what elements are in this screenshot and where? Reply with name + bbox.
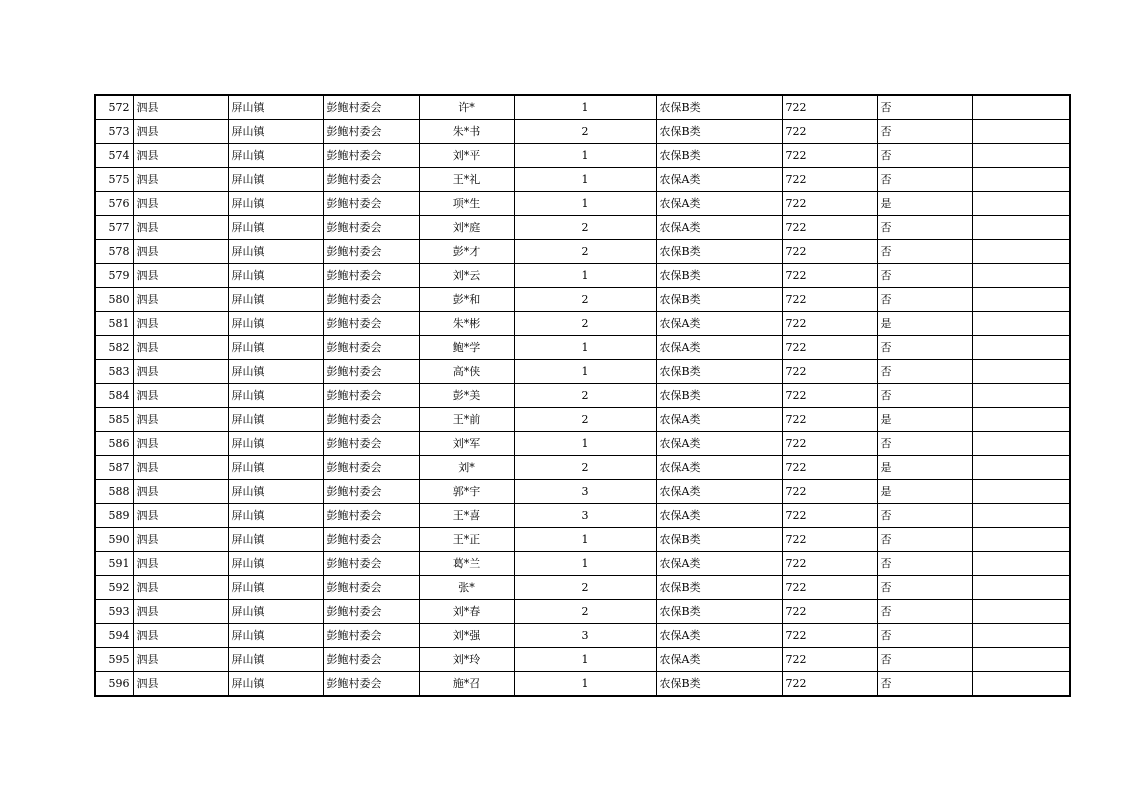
- cell-remark: [972, 312, 1070, 336]
- table-row: [95, 408, 1070, 432]
- cell-village: 彭鲍村委会: [323, 648, 419, 672]
- cell-name: 彭*和: [419, 288, 514, 312]
- cell-flag: 否: [877, 216, 972, 240]
- cell-amount: 722: [782, 648, 877, 672]
- cell-type: 农保A类: [656, 168, 782, 192]
- cell-row-number: 595: [95, 648, 133, 672]
- cell-amount: 722: [782, 576, 877, 600]
- cell-flag: 否: [877, 240, 972, 264]
- cell-village: 彭鲍村委会: [323, 120, 419, 144]
- table-row: [95, 624, 1070, 648]
- cell-type: 农保A类: [656, 336, 782, 360]
- table-row: [95, 576, 1070, 600]
- cell-remark: [972, 648, 1070, 672]
- cell-name: 朱*彬: [419, 312, 514, 336]
- cell-flag: 否: [877, 336, 972, 360]
- cell-row-number: 596: [95, 672, 133, 697]
- cell-row-number: 585: [95, 408, 133, 432]
- cell-count: 1: [514, 528, 656, 552]
- cell-county: 泗县: [133, 144, 228, 168]
- cell-amount: 722: [782, 216, 877, 240]
- cell-count: 3: [514, 480, 656, 504]
- cell-county: 泗县: [133, 576, 228, 600]
- cell-type: 农保A类: [656, 648, 782, 672]
- cell-name: 刘*庭: [419, 216, 514, 240]
- cell-type: 农保A类: [656, 456, 782, 480]
- cell-county: 泗县: [133, 264, 228, 288]
- cell-count: 2: [514, 600, 656, 624]
- cell-remark: [972, 432, 1070, 456]
- cell-amount: 722: [782, 95, 877, 120]
- cell-name: 彭*美: [419, 384, 514, 408]
- cell-town: 屏山镇: [228, 648, 323, 672]
- cell-flag: 是: [877, 480, 972, 504]
- cell-village: 彭鲍村委会: [323, 264, 419, 288]
- cell-flag: 否: [877, 95, 972, 120]
- cell-flag: 否: [877, 576, 972, 600]
- cell-row-number: 573: [95, 120, 133, 144]
- table-row: [95, 648, 1070, 672]
- table-row: [95, 528, 1070, 552]
- cell-village: 彭鲍村委会: [323, 672, 419, 697]
- cell-count: 2: [514, 288, 656, 312]
- cell-remark: [972, 144, 1070, 168]
- cell-type: 农保A类: [656, 192, 782, 216]
- cell-amount: 722: [782, 408, 877, 432]
- cell-amount: 722: [782, 312, 877, 336]
- cell-name: 刘*玲: [419, 648, 514, 672]
- cell-count: 2: [514, 576, 656, 600]
- cell-name: 鲍*学: [419, 336, 514, 360]
- cell-flag: 否: [877, 288, 972, 312]
- cell-type: 农保B类: [656, 360, 782, 384]
- cell-town: 屏山镇: [228, 168, 323, 192]
- cell-row-number: 577: [95, 216, 133, 240]
- cell-county: 泗县: [133, 288, 228, 312]
- cell-town: 屏山镇: [228, 192, 323, 216]
- cell-village: 彭鲍村委会: [323, 360, 419, 384]
- cell-count: 2: [514, 312, 656, 336]
- cell-village: 彭鲍村委会: [323, 624, 419, 648]
- cell-town: 屏山镇: [228, 288, 323, 312]
- cell-flag: 否: [877, 552, 972, 576]
- cell-amount: 722: [782, 192, 877, 216]
- table-body: [95, 95, 1070, 696]
- cell-name: 施*召: [419, 672, 514, 697]
- cell-remark: [972, 264, 1070, 288]
- cell-town: 屏山镇: [228, 120, 323, 144]
- cell-amount: 722: [782, 240, 877, 264]
- cell-remark: [972, 216, 1070, 240]
- cell-flag: 是: [877, 408, 972, 432]
- cell-type: 农保A类: [656, 432, 782, 456]
- cell-county: 泗县: [133, 384, 228, 408]
- cell-count: 2: [514, 456, 656, 480]
- cell-type: 农保B类: [656, 144, 782, 168]
- cell-remark: [972, 408, 1070, 432]
- cell-village: 彭鲍村委会: [323, 144, 419, 168]
- cell-count: 1: [514, 432, 656, 456]
- cell-name: 朱*书: [419, 120, 514, 144]
- cell-amount: 722: [782, 144, 877, 168]
- cell-county: 泗县: [133, 648, 228, 672]
- cell-village: 彭鲍村委会: [323, 168, 419, 192]
- cell-count: 1: [514, 552, 656, 576]
- cell-name: 王*喜: [419, 504, 514, 528]
- cell-village: 彭鲍村委会: [323, 288, 419, 312]
- cell-type: 农保A类: [656, 408, 782, 432]
- cell-remark: [972, 600, 1070, 624]
- cell-name: 彭*才: [419, 240, 514, 264]
- cell-county: 泗县: [133, 480, 228, 504]
- cell-count: 2: [514, 240, 656, 264]
- table-row: [95, 456, 1070, 480]
- cell-remark: [972, 672, 1070, 697]
- cell-town: 屏山镇: [228, 240, 323, 264]
- cell-type: 农保B类: [656, 384, 782, 408]
- cell-remark: [972, 168, 1070, 192]
- cell-county: 泗县: [133, 95, 228, 120]
- cell-type: 农保A类: [656, 552, 782, 576]
- cell-count: 1: [514, 360, 656, 384]
- cell-remark: [972, 504, 1070, 528]
- cell-amount: 722: [782, 504, 877, 528]
- cell-remark: [972, 336, 1070, 360]
- cell-row-number: 575: [95, 168, 133, 192]
- cell-row-number: 581: [95, 312, 133, 336]
- table-row: [95, 360, 1070, 384]
- cell-count: 1: [514, 95, 656, 120]
- table-row: [95, 384, 1070, 408]
- cell-name: 葛*兰: [419, 552, 514, 576]
- cell-village: 彭鲍村委会: [323, 216, 419, 240]
- cell-count: 1: [514, 336, 656, 360]
- cell-row-number: 588: [95, 480, 133, 504]
- cell-amount: 722: [782, 528, 877, 552]
- cell-flag: 否: [877, 360, 972, 384]
- cell-flag: 是: [877, 456, 972, 480]
- cell-village: 彭鲍村委会: [323, 312, 419, 336]
- cell-row-number: 590: [95, 528, 133, 552]
- table-row: [95, 95, 1070, 120]
- cell-amount: 722: [782, 600, 877, 624]
- cell-town: 屏山镇: [228, 144, 323, 168]
- cell-amount: 722: [782, 264, 877, 288]
- cell-county: 泗县: [133, 432, 228, 456]
- cell-row-number: 584: [95, 384, 133, 408]
- cell-flag: 否: [877, 528, 972, 552]
- cell-type: 农保B类: [656, 288, 782, 312]
- table-row: [95, 432, 1070, 456]
- cell-flag: 否: [877, 432, 972, 456]
- cell-count: 2: [514, 216, 656, 240]
- cell-type: 农保B类: [656, 600, 782, 624]
- cell-count: 1: [514, 192, 656, 216]
- cell-flag: 否: [877, 384, 972, 408]
- cell-amount: 722: [782, 456, 877, 480]
- cell-type: 农保A类: [656, 624, 782, 648]
- table-row: [95, 480, 1070, 504]
- cell-count: 3: [514, 504, 656, 528]
- cell-county: 泗县: [133, 168, 228, 192]
- cell-name: 许*: [419, 95, 514, 120]
- cell-row-number: 574: [95, 144, 133, 168]
- cell-county: 泗县: [133, 528, 228, 552]
- cell-row-number: 593: [95, 600, 133, 624]
- cell-town: 屏山镇: [228, 504, 323, 528]
- cell-town: 屏山镇: [228, 552, 323, 576]
- table-row: [95, 192, 1070, 216]
- cell-name: 项*生: [419, 192, 514, 216]
- cell-row-number: 586: [95, 432, 133, 456]
- cell-flag: 否: [877, 120, 972, 144]
- cell-town: 屏山镇: [228, 624, 323, 648]
- cell-name: 刘*军: [419, 432, 514, 456]
- cell-county: 泗县: [133, 312, 228, 336]
- cell-type: 农保B类: [656, 576, 782, 600]
- cell-amount: 722: [782, 336, 877, 360]
- cell-flag: 否: [877, 504, 972, 528]
- cell-village: 彭鲍村委会: [323, 95, 419, 120]
- table-row: [95, 336, 1070, 360]
- cell-name: 王*前: [419, 408, 514, 432]
- cell-village: 彭鲍村委会: [323, 384, 419, 408]
- table-row: [95, 264, 1070, 288]
- cell-count: 1: [514, 264, 656, 288]
- cell-flag: 是: [877, 312, 972, 336]
- cell-county: 泗县: [133, 504, 228, 528]
- cell-county: 泗县: [133, 624, 228, 648]
- cell-name: 刘*: [419, 456, 514, 480]
- cell-town: 屏山镇: [228, 264, 323, 288]
- cell-town: 屏山镇: [228, 312, 323, 336]
- cell-county: 泗县: [133, 672, 228, 697]
- cell-village: 彭鲍村委会: [323, 192, 419, 216]
- cell-row-number: 589: [95, 504, 133, 528]
- cell-village: 彭鲍村委会: [323, 600, 419, 624]
- cell-row-number: 587: [95, 456, 133, 480]
- cell-county: 泗县: [133, 600, 228, 624]
- cell-village: 彭鲍村委会: [323, 576, 419, 600]
- table-row: [95, 168, 1070, 192]
- cell-name: 刘*平: [419, 144, 514, 168]
- cell-remark: [972, 528, 1070, 552]
- cell-flag: 否: [877, 624, 972, 648]
- cell-type: 农保B类: [656, 672, 782, 697]
- cell-county: 泗县: [133, 408, 228, 432]
- cell-county: 泗县: [133, 552, 228, 576]
- cell-count: 2: [514, 408, 656, 432]
- cell-flag: 否: [877, 648, 972, 672]
- cell-remark: [972, 480, 1070, 504]
- table-row: [95, 288, 1070, 312]
- cell-type: 农保B类: [656, 528, 782, 552]
- cell-row-number: 576: [95, 192, 133, 216]
- cell-village: 彭鲍村委会: [323, 408, 419, 432]
- cell-amount: 722: [782, 384, 877, 408]
- table-row: [95, 312, 1070, 336]
- cell-type: 农保B类: [656, 95, 782, 120]
- cell-name: 刘*云: [419, 264, 514, 288]
- cell-name: 刘*强: [419, 624, 514, 648]
- cell-remark: [972, 120, 1070, 144]
- cell-row-number: 592: [95, 576, 133, 600]
- cell-county: 泗县: [133, 120, 228, 144]
- cell-row-number: 583: [95, 360, 133, 384]
- table-row: [95, 120, 1070, 144]
- cell-name: 王*礼: [419, 168, 514, 192]
- cell-type: 农保A类: [656, 504, 782, 528]
- cell-remark: [972, 360, 1070, 384]
- cell-flag: 否: [877, 600, 972, 624]
- cell-village: 彭鲍村委会: [323, 432, 419, 456]
- cell-name: 张*: [419, 576, 514, 600]
- cell-county: 泗县: [133, 192, 228, 216]
- cell-name: 郭*宇: [419, 480, 514, 504]
- cell-amount: 722: [782, 120, 877, 144]
- cell-amount: 722: [782, 480, 877, 504]
- table-row: [95, 240, 1070, 264]
- cell-remark: [972, 456, 1070, 480]
- cell-village: 彭鲍村委会: [323, 552, 419, 576]
- cell-count: 1: [514, 144, 656, 168]
- cell-row-number: 572: [95, 95, 133, 120]
- cell-amount: 722: [782, 432, 877, 456]
- cell-row-number: 594: [95, 624, 133, 648]
- cell-flag: 否: [877, 264, 972, 288]
- cell-county: 泗县: [133, 216, 228, 240]
- cell-row-number: 579: [95, 264, 133, 288]
- cell-amount: 722: [782, 288, 877, 312]
- data-table: [94, 94, 1071, 697]
- cell-count: 1: [514, 168, 656, 192]
- cell-count: 2: [514, 384, 656, 408]
- cell-town: 屏山镇: [228, 600, 323, 624]
- cell-town: 屏山镇: [228, 576, 323, 600]
- cell-remark: [972, 192, 1070, 216]
- cell-type: 农保A类: [656, 312, 782, 336]
- cell-county: 泗县: [133, 456, 228, 480]
- cell-town: 屏山镇: [228, 432, 323, 456]
- cell-town: 屏山镇: [228, 456, 323, 480]
- cell-remark: [972, 624, 1070, 648]
- document-page: [94, 94, 1069, 697]
- cell-village: 彭鲍村委会: [323, 456, 419, 480]
- cell-amount: 722: [782, 624, 877, 648]
- cell-name: 王*正: [419, 528, 514, 552]
- cell-row-number: 582: [95, 336, 133, 360]
- cell-row-number: 580: [95, 288, 133, 312]
- cell-amount: 722: [782, 672, 877, 697]
- cell-remark: [972, 576, 1070, 600]
- cell-town: 屏山镇: [228, 672, 323, 697]
- table-row: [95, 144, 1070, 168]
- cell-flag: 是: [877, 192, 972, 216]
- cell-village: 彭鲍村委会: [323, 480, 419, 504]
- cell-count: 2: [514, 120, 656, 144]
- cell-type: 农保B类: [656, 264, 782, 288]
- cell-village: 彭鲍村委会: [323, 504, 419, 528]
- cell-count: 3: [514, 624, 656, 648]
- cell-county: 泗县: [133, 240, 228, 264]
- cell-county: 泗县: [133, 336, 228, 360]
- cell-amount: 722: [782, 168, 877, 192]
- cell-town: 屏山镇: [228, 528, 323, 552]
- cell-count: 1: [514, 648, 656, 672]
- cell-village: 彭鲍村委会: [323, 240, 419, 264]
- cell-remark: [972, 240, 1070, 264]
- cell-remark: [972, 552, 1070, 576]
- cell-type: 农保A类: [656, 480, 782, 504]
- cell-flag: 否: [877, 144, 972, 168]
- table-row: [95, 552, 1070, 576]
- cell-name: 高*侠: [419, 360, 514, 384]
- cell-row-number: 578: [95, 240, 133, 264]
- cell-flag: 否: [877, 672, 972, 697]
- cell-type: 农保B类: [656, 240, 782, 264]
- cell-town: 屏山镇: [228, 216, 323, 240]
- cell-village: 彭鲍村委会: [323, 528, 419, 552]
- cell-county: 泗县: [133, 360, 228, 384]
- cell-name: 刘*春: [419, 600, 514, 624]
- cell-remark: [972, 95, 1070, 120]
- cell-remark: [972, 288, 1070, 312]
- cell-village: 彭鲍村委会: [323, 336, 419, 360]
- cell-town: 屏山镇: [228, 480, 323, 504]
- table-row: [95, 600, 1070, 624]
- cell-flag: 否: [877, 168, 972, 192]
- cell-town: 屏山镇: [228, 360, 323, 384]
- table-row: [95, 216, 1070, 240]
- cell-town: 屏山镇: [228, 95, 323, 120]
- cell-town: 屏山镇: [228, 336, 323, 360]
- cell-remark: [972, 384, 1070, 408]
- cell-amount: 722: [782, 360, 877, 384]
- cell-row-number: 591: [95, 552, 133, 576]
- cell-count: 1: [514, 672, 656, 697]
- table-row: [95, 504, 1070, 528]
- cell-town: 屏山镇: [228, 408, 323, 432]
- cell-type: 农保B类: [656, 120, 782, 144]
- cell-amount: 722: [782, 552, 877, 576]
- cell-type: 农保A类: [656, 216, 782, 240]
- table-row: [95, 672, 1070, 697]
- cell-town: 屏山镇: [228, 384, 323, 408]
